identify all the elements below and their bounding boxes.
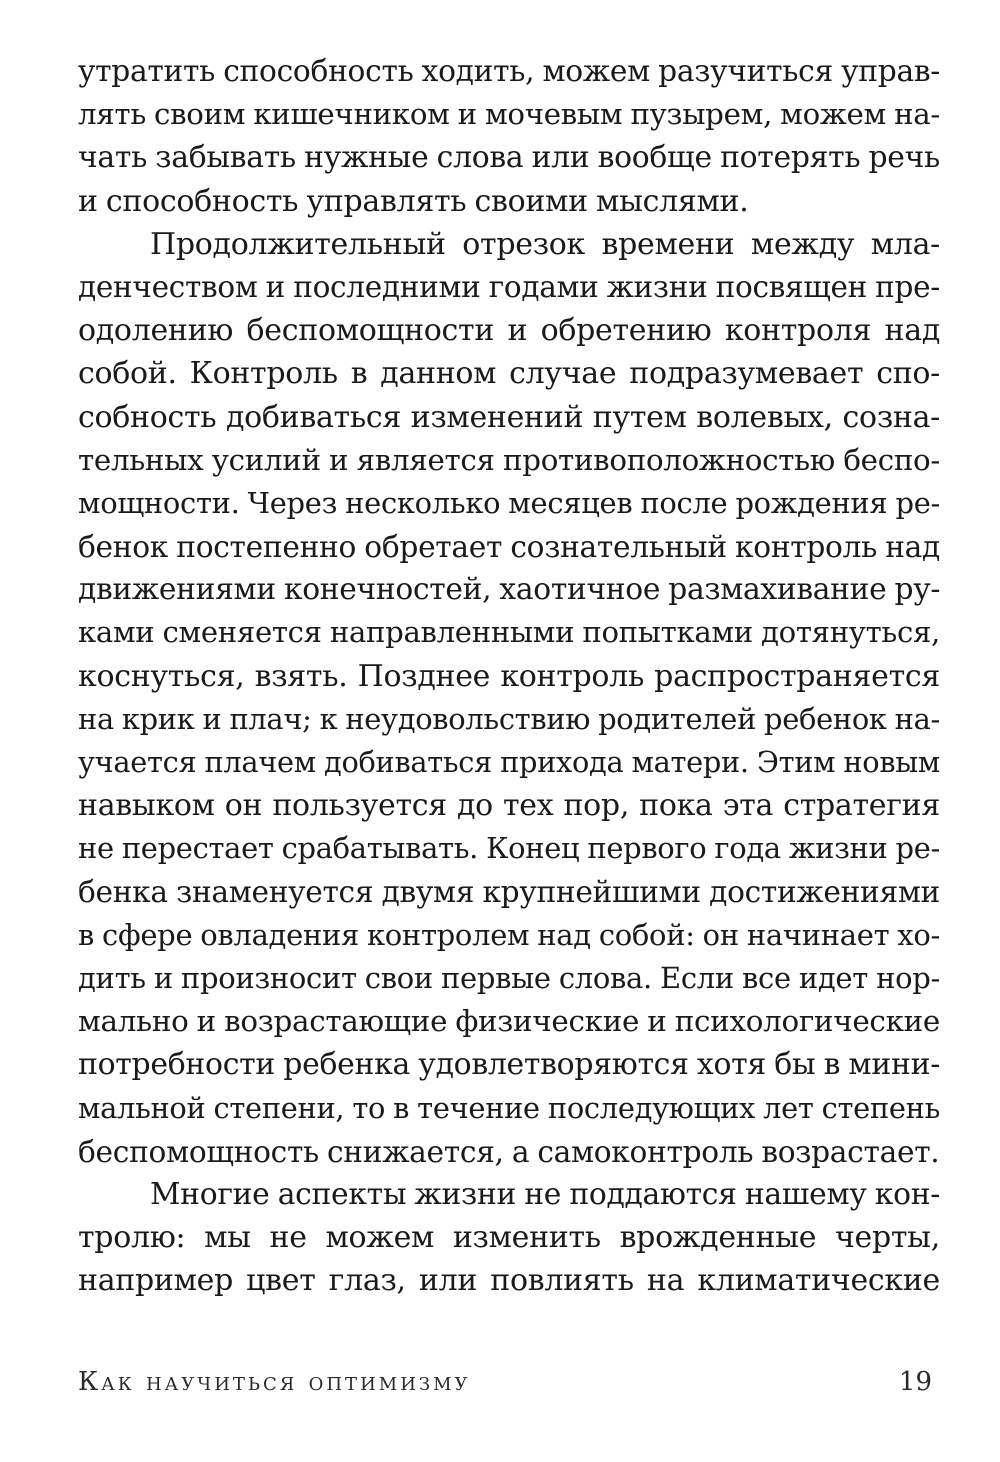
- text-line: мально и возрастающие физические и психологические: [78, 1004, 940, 1039]
- text-line: например цвет глаз, или повлиять на климатические: [78, 1263, 940, 1299]
- text-line: потребности ребенка удовлетворяются хотя бы в мини-: [78, 1047, 940, 1083]
- text-line: денчеством и последними годами жизни посвящен пре-: [78, 269, 940, 304]
- text-line: мальной степени, то в течение последующих лет степень: [78, 1090, 940, 1125]
- text-line: навыком он пользуется до тех пор, пока эта стратегия: [78, 788, 940, 824]
- text-line: одолению беспомощности и обретению контроля над: [78, 313, 940, 349]
- text-line: коснуться, взять. Позднее контроль распространяется: [78, 658, 940, 694]
- text-line: бенок постепенно обретает сознательный контроль над: [78, 529, 940, 565]
- text-line: в сфере овладения контролем над собой: он начинает хо-: [78, 917, 940, 952]
- text-line: утратить способность ходить, можем разучиться управ-: [78, 54, 940, 89]
- text-line: ками сменяется направленными попытками дотянуться,: [78, 615, 940, 650]
- text-line: не перестает срабатывать. Конец первого года жизни ре-: [78, 831, 940, 866]
- text-line: движениями конечностей, хаотичное размахивание ру-: [78, 572, 941, 608]
- text-line: тролю: мы не можем изменить врожденные черты,: [78, 1220, 940, 1256]
- text-line: тельных усилий и является противоположностью беспо-: [78, 442, 940, 477]
- text-line: собность добиваться изменений путем волевых, созна-: [78, 399, 940, 435]
- text-line: лять своим кишечником и мочевым пузырем, можем на-: [78, 97, 940, 132]
- text-line: мощности. Через несколько месяцев после рождения ре-: [78, 485, 940, 520]
- text-line: дить и произносит свои первые слова. Если все идет нор-: [78, 960, 940, 995]
- text-line: на крик и плач; к неудовольствию родителей ребенок на-: [78, 701, 940, 736]
- running-head: Как научиться оптимизму: [78, 1367, 471, 1397]
- text-line: учается плачем добиваться прихода матери. Этим новым: [78, 745, 940, 779]
- body-text: [78, 50, 940, 1302]
- text-line: Продолжительный отрезок времени между мла-: [150, 226, 940, 262]
- text-line: и способность управлять своими мыслями.: [78, 183, 749, 219]
- paragraph: [78, 1173, 940, 1303]
- text-line: собой. Контроль в данном случае подразумевает спо-: [78, 356, 940, 392]
- text-line: Многие аспекты жизни не поддаются нашему кон-: [150, 1176, 940, 1212]
- text-line: бенка знаменуется двумя крупнейшими достижениями: [78, 874, 940, 909]
- text-line: беспомощность снижается, а самоконтроль возрастает.: [78, 1133, 940, 1169]
- paragraph: [78, 50, 940, 223]
- paragraph: [78, 223, 940, 1173]
- text-line: чать забывать нужные слова или вообще потерять речь: [78, 140, 940, 176]
- page-number: 19: [898, 1367, 932, 1397]
- page-footer: [78, 1362, 940, 1402]
